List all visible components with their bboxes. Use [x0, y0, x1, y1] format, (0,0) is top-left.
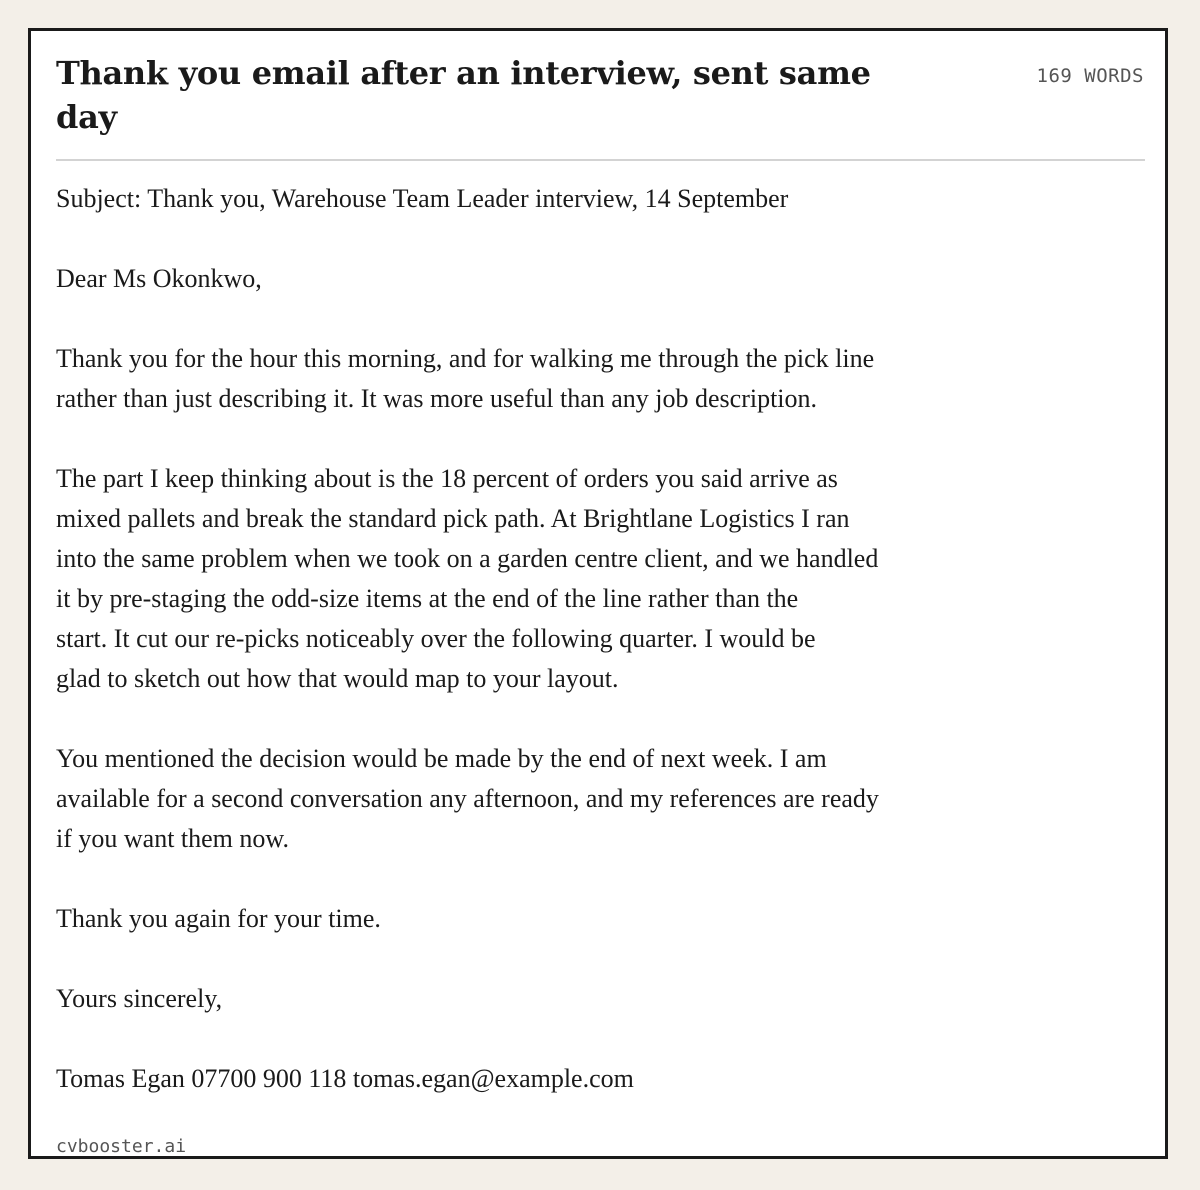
body-paragraph: You mentioned the decision would be made by the end of next week. I am available for a second conversation any afternoon, and my references are ready if you want them now. — [56, 744, 879, 853]
email-card — [28, 28, 1168, 1159]
brand-footer: cvbooster.ai — [56, 1136, 187, 1157]
subject-line: Subject: Thank you, Warehouse Team Leader interview, 14 September — [56, 184, 789, 213]
email-body — [56, 179, 1016, 1099]
page-title: Thank you email after an interview, sent same day — [56, 54, 871, 136]
body-paragraph: The part I keep thinking about is the 18 percent of orders you said arrive as mixed pallets and break the standard pick path. At Brightlane Logistics I ran into the same problem when we took on a garden centre client, and we handled it by pre-staging the odd-size items at the end of the line rather than the start. It cut our re-picks noticeably over the following quarter. I would be glad to sketch out how that would map to your layout. — [56, 464, 879, 693]
card-header — [56, 51, 1144, 163]
word-count-badge: 169 WORDS — [1036, 65, 1144, 87]
body-paragraph: Thank you for the hour this morning, and for walking me through the pick line rather than just describing it. It was more useful than any job description. — [56, 344, 875, 413]
sign-off: Yours sincerely, — [56, 984, 223, 1013]
salutation: Dear Ms Okonkwo, — [56, 264, 262, 293]
closing-line: Thank you again for your time. — [56, 904, 381, 933]
signature: Tomas Egan 07700 900 118 tomas.egan@example.com — [56, 1064, 634, 1093]
header-divider — [56, 159, 1145, 161]
